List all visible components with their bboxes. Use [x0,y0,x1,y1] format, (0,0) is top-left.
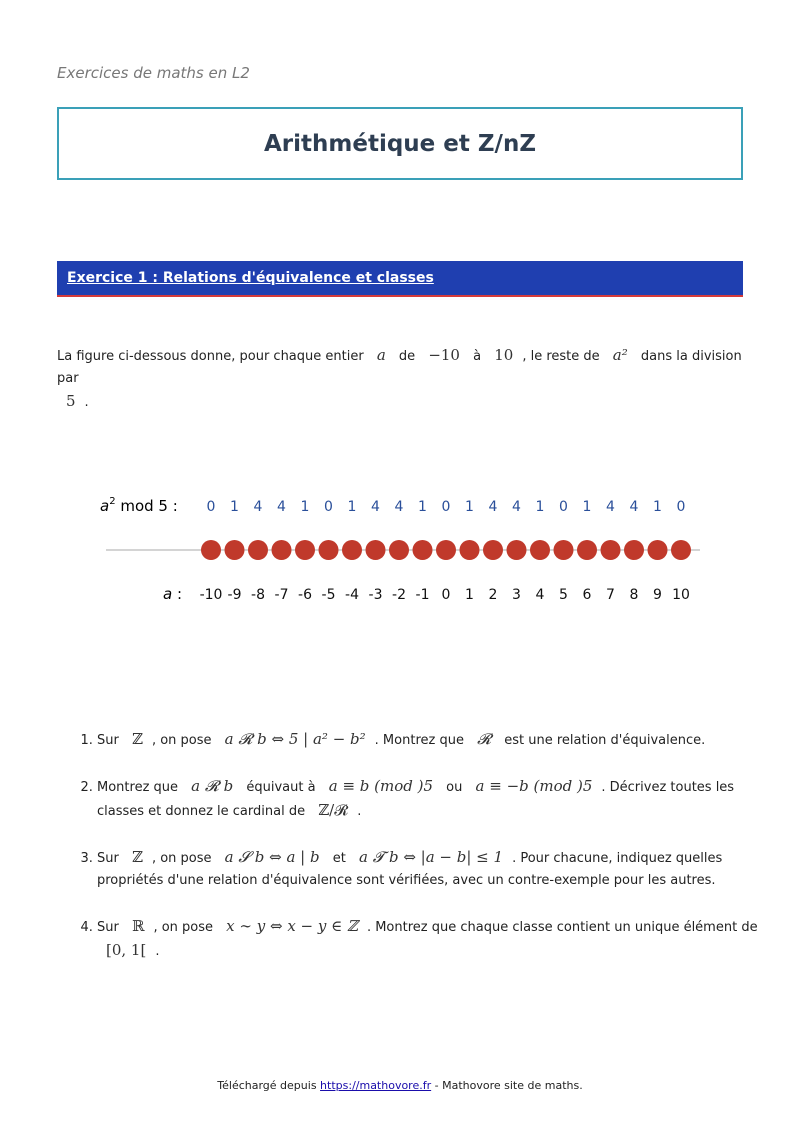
intro-text-3: à [473,349,482,364]
mod-value: 4 [488,499,498,515]
mod-value: 1 [230,499,239,515]
a-value: -6 [298,587,312,603]
intro-text-6: . [84,395,89,410]
a-value: 9 [653,587,662,603]
q2-math-1: a 𝓡 b [191,777,234,795]
q2-math-2: a ≡ b (mod )5 [328,777,434,795]
exercise-header [57,261,743,297]
a-value: -9 [227,587,242,603]
mod-value: 4 [512,499,521,515]
top-label-rest: mod 5 : [115,497,178,515]
value-dot [577,540,597,560]
q3-text-2: , on pose [151,851,212,866]
residue-figure [0,480,800,620]
a-value: 10 [672,587,690,603]
q4-text-1: Sur [97,920,119,935]
value-dot [554,540,574,560]
document-subtitle: Exercices de maths en L2 [57,64,250,82]
a-value: -3 [368,587,383,603]
value-dot [248,540,268,560]
value-dot [460,540,480,560]
question-list [57,728,777,986]
mod-value: 1 [653,499,662,515]
value-dot [507,540,527,560]
a-value: -5 [321,587,336,603]
exercise-title: Exercice 1 : Relations d'équivalence et classes [67,270,434,286]
value-dot [366,540,386,560]
intro-text-2: de [398,349,416,364]
value-dot [413,540,433,560]
q3-math-1: ℤ [131,848,143,866]
q4-math-1: ℝ [131,917,145,935]
bottom-label-sep: : [172,585,182,603]
q3-math-2: a 𝓢 b ⇔ a | b [224,848,320,866]
q2-text-5: . [357,804,362,819]
intro-text-1: La figure ci-dessous donne, pour chaque entier [57,349,364,364]
mod-value: 4 [629,499,639,515]
mod-value: 1 [465,499,474,515]
value-dot [624,540,644,560]
value-dot [201,540,221,560]
a-value: 8 [629,587,639,603]
question-1 [97,728,777,752]
mod-value: 4 [253,499,263,515]
value-dot [530,540,550,560]
math-to: 10 [494,346,514,364]
a-value: 0 [441,587,451,603]
value-dot [225,540,245,560]
value-dot [272,540,292,560]
q1-math-3: 𝓡 [477,730,492,748]
a-value: -10 [199,587,223,603]
question-3 [97,846,777,892]
footer-link[interactable]: https://mathovore.fr [320,1079,432,1092]
value-dot [436,540,456,560]
mod-value: 1 [300,499,310,515]
value-dot [483,540,503,560]
question-4 [97,915,777,963]
bottom-label-var: a [162,585,173,603]
q2-math-3: a ≡ −b (mod )5 [475,777,593,795]
mod-value: 4 [277,499,286,515]
q2-math-4: ℤ/𝓡 [318,801,349,819]
top-label-exp: 2 [109,496,116,507]
q3-text-1: Sur [97,851,119,866]
mod-value: 0 [559,499,568,515]
q4-math-3: [0, 1[ [106,941,147,959]
intro-text-4: , le reste de [522,349,600,364]
q3-text-3: et [332,851,346,866]
top-label [100,496,178,515]
value-dot [389,540,409,560]
page-title: Arithmétique et Z/nZ [263,130,536,157]
mod-value: 0 [441,499,451,515]
q1-text-1: Sur [97,733,119,748]
q4-text-4: . [155,944,160,959]
dots-row [201,540,691,560]
title-box [57,107,743,180]
q1-math-1: ℤ [131,730,143,748]
mod-value: 0 [206,499,216,515]
exercise-intro [57,344,747,414]
a-value: 7 [606,587,615,603]
q2-text-3: ou [446,780,463,795]
mod-value: 0 [324,499,333,515]
value-dot [342,540,362,560]
mod-value: 4 [606,499,615,515]
q4-text-3: . Montrez que chaque classe contient un unique élément de [366,920,758,935]
top-label-base: a [100,497,110,515]
a-value: 6 [582,587,592,603]
mod-value: 1 [582,499,592,515]
footer-suffix: - Mathovore site de maths. [431,1079,583,1092]
math-from: −10 [428,346,460,364]
footer [0,1079,800,1092]
q2-text-2: équivaut à [246,780,316,795]
a-value: 3 [512,587,521,603]
math-a: a [376,346,386,364]
math-five: 5 [66,392,76,410]
question-2 [97,775,777,823]
mod-value: 0 [676,499,686,515]
a-value: -8 [251,587,265,603]
a-value: 4 [535,587,545,603]
footer-prefix: Téléchargé depuis [217,1079,321,1092]
math-a-squared: a² [612,346,628,364]
a-value: -1 [415,587,430,603]
q3-text-4: . Pour chacune, indiquez quelles propriétés d'une relation d'équivalence sont vérifiées, avec un contre-exemple pour les autres. [97,851,723,888]
q2-text-1: Montrez que [97,780,179,795]
q3-math-3: a 𝓣 b ⇔ |a − b| ≤ 1 [358,848,504,866]
mod-value: 1 [347,499,357,515]
q4-text-2: , on pose [153,920,214,935]
bottom-label [163,585,182,603]
mod-values-row [207,499,686,515]
mod-value: 4 [371,499,380,515]
value-dot [319,540,339,560]
intro-text-5: dans la division par [57,349,742,386]
a-value: -4 [345,587,359,603]
mod-value: 1 [418,499,427,515]
q1-text-4: est une relation d'équivalence. [504,733,706,748]
value-dot [295,540,315,560]
a-value: 2 [488,587,498,603]
q1-text-2: , on pose [151,733,212,748]
value-dot [601,540,621,560]
a-value: -2 [392,587,406,603]
a-value: 1 [465,587,474,603]
mod-value: 1 [535,499,545,515]
mod-value: 4 [394,499,404,515]
q1-text-3: . Montrez que [374,733,464,748]
q4-math-2: x ∼ y ⇔ x − y ∈ ℤ [226,917,358,935]
a-value: -7 [274,587,289,603]
q2-text-4: . Décrivez toutes les classes et donnez le cardinal de [97,780,735,819]
a-value: 5 [559,587,568,603]
q1-math-2: a 𝓡 b ⇔ 5 | a² − b² [224,730,366,748]
value-dot [671,540,691,560]
a-values-row [200,587,690,603]
value-dot [648,540,668,560]
